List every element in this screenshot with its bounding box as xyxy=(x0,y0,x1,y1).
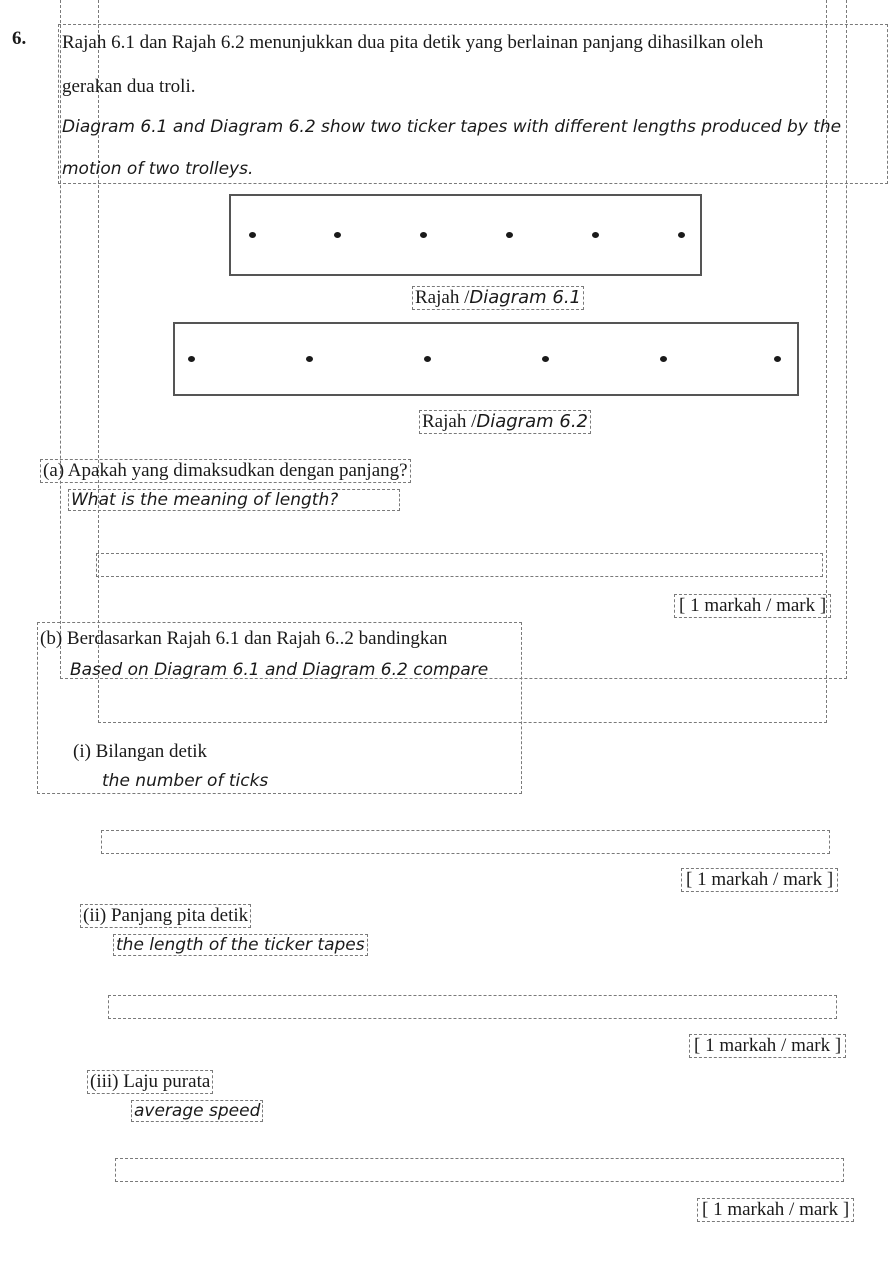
part-b-ii-answer-space[interactable] xyxy=(108,995,837,1019)
tick-dot xyxy=(592,232,599,238)
part-b-i-english: the number of ticks xyxy=(102,771,269,791)
part-b-iii-answer-space[interactable] xyxy=(115,1158,844,1182)
part-b-ii-malay: (ii) Panjang pita detik xyxy=(80,904,251,928)
diagram-6-2-caption xyxy=(419,410,591,434)
part-a-question-malay: (a) Apakah yang dimaksudkan dengan panjang? xyxy=(40,459,411,483)
ticker-tape-6-2 xyxy=(173,322,799,396)
tick-dot xyxy=(306,356,313,362)
tick-dot xyxy=(249,232,256,238)
part-b-iii-malay: (iii) Laju purata xyxy=(87,1070,213,1094)
part-b-iii-mark: [ 1 markah / mark ] xyxy=(697,1198,854,1222)
stem-malay-line-1: Rajah 6.1 dan Rajah 6.2 menunjukkan dua pita detik yang berlainan panjang dihasilkan oleh xyxy=(62,32,764,53)
tick-dot xyxy=(660,356,667,362)
part-b-ii-english: the length of the ticker tapes xyxy=(113,934,368,956)
tick-dot xyxy=(420,232,427,238)
part-b-ii-mark: [ 1 markah / mark ] xyxy=(689,1034,846,1058)
question-number: 6. xyxy=(12,28,27,49)
part-a-mark: [ 1 markah / mark ] xyxy=(674,594,831,618)
part-b-question-english: Based on Diagram 6.1 and Diagram 6.2 compare xyxy=(70,660,489,680)
tick-dot xyxy=(774,356,781,362)
part-a-question-english: What is the meaning of length? xyxy=(68,489,400,511)
stem-malay-line-2: gerakan dua troli. xyxy=(62,76,196,97)
stem-english-line-1: Diagram 6.1 and Diagram 6.2 show two ticker tapes with different lengths produced by the xyxy=(62,117,842,137)
tick-dot xyxy=(678,232,685,238)
caption-malay: Rajah / xyxy=(422,411,477,432)
tick-dot xyxy=(542,356,549,362)
diagram-6-1-caption xyxy=(412,286,584,310)
tick-dot xyxy=(188,356,195,362)
caption-english: Diagram 6.2 xyxy=(476,411,588,432)
part-b-i-malay: (i) Bilangan detik xyxy=(73,741,208,762)
tick-dot xyxy=(334,232,341,238)
tick-dot xyxy=(506,232,513,238)
tick-dot xyxy=(424,356,431,362)
part-b-i-mark: [ 1 markah / mark ] xyxy=(681,868,838,892)
caption-malay: Rajah / xyxy=(415,287,470,308)
ticker-tape-6-1 xyxy=(229,194,702,276)
part-b-iii-english: average speed xyxy=(131,1100,263,1122)
stem-english-line-2: motion of two trolleys. xyxy=(62,159,254,179)
caption-english: Diagram 6.1 xyxy=(469,287,581,308)
part-b-question-malay: (b) Berdasarkan Rajah 6.1 dan Rajah 6..2 bandingkan xyxy=(40,628,448,649)
part-a-answer-space[interactable] xyxy=(96,553,823,577)
part-b-i-answer-space[interactable] xyxy=(101,830,830,854)
